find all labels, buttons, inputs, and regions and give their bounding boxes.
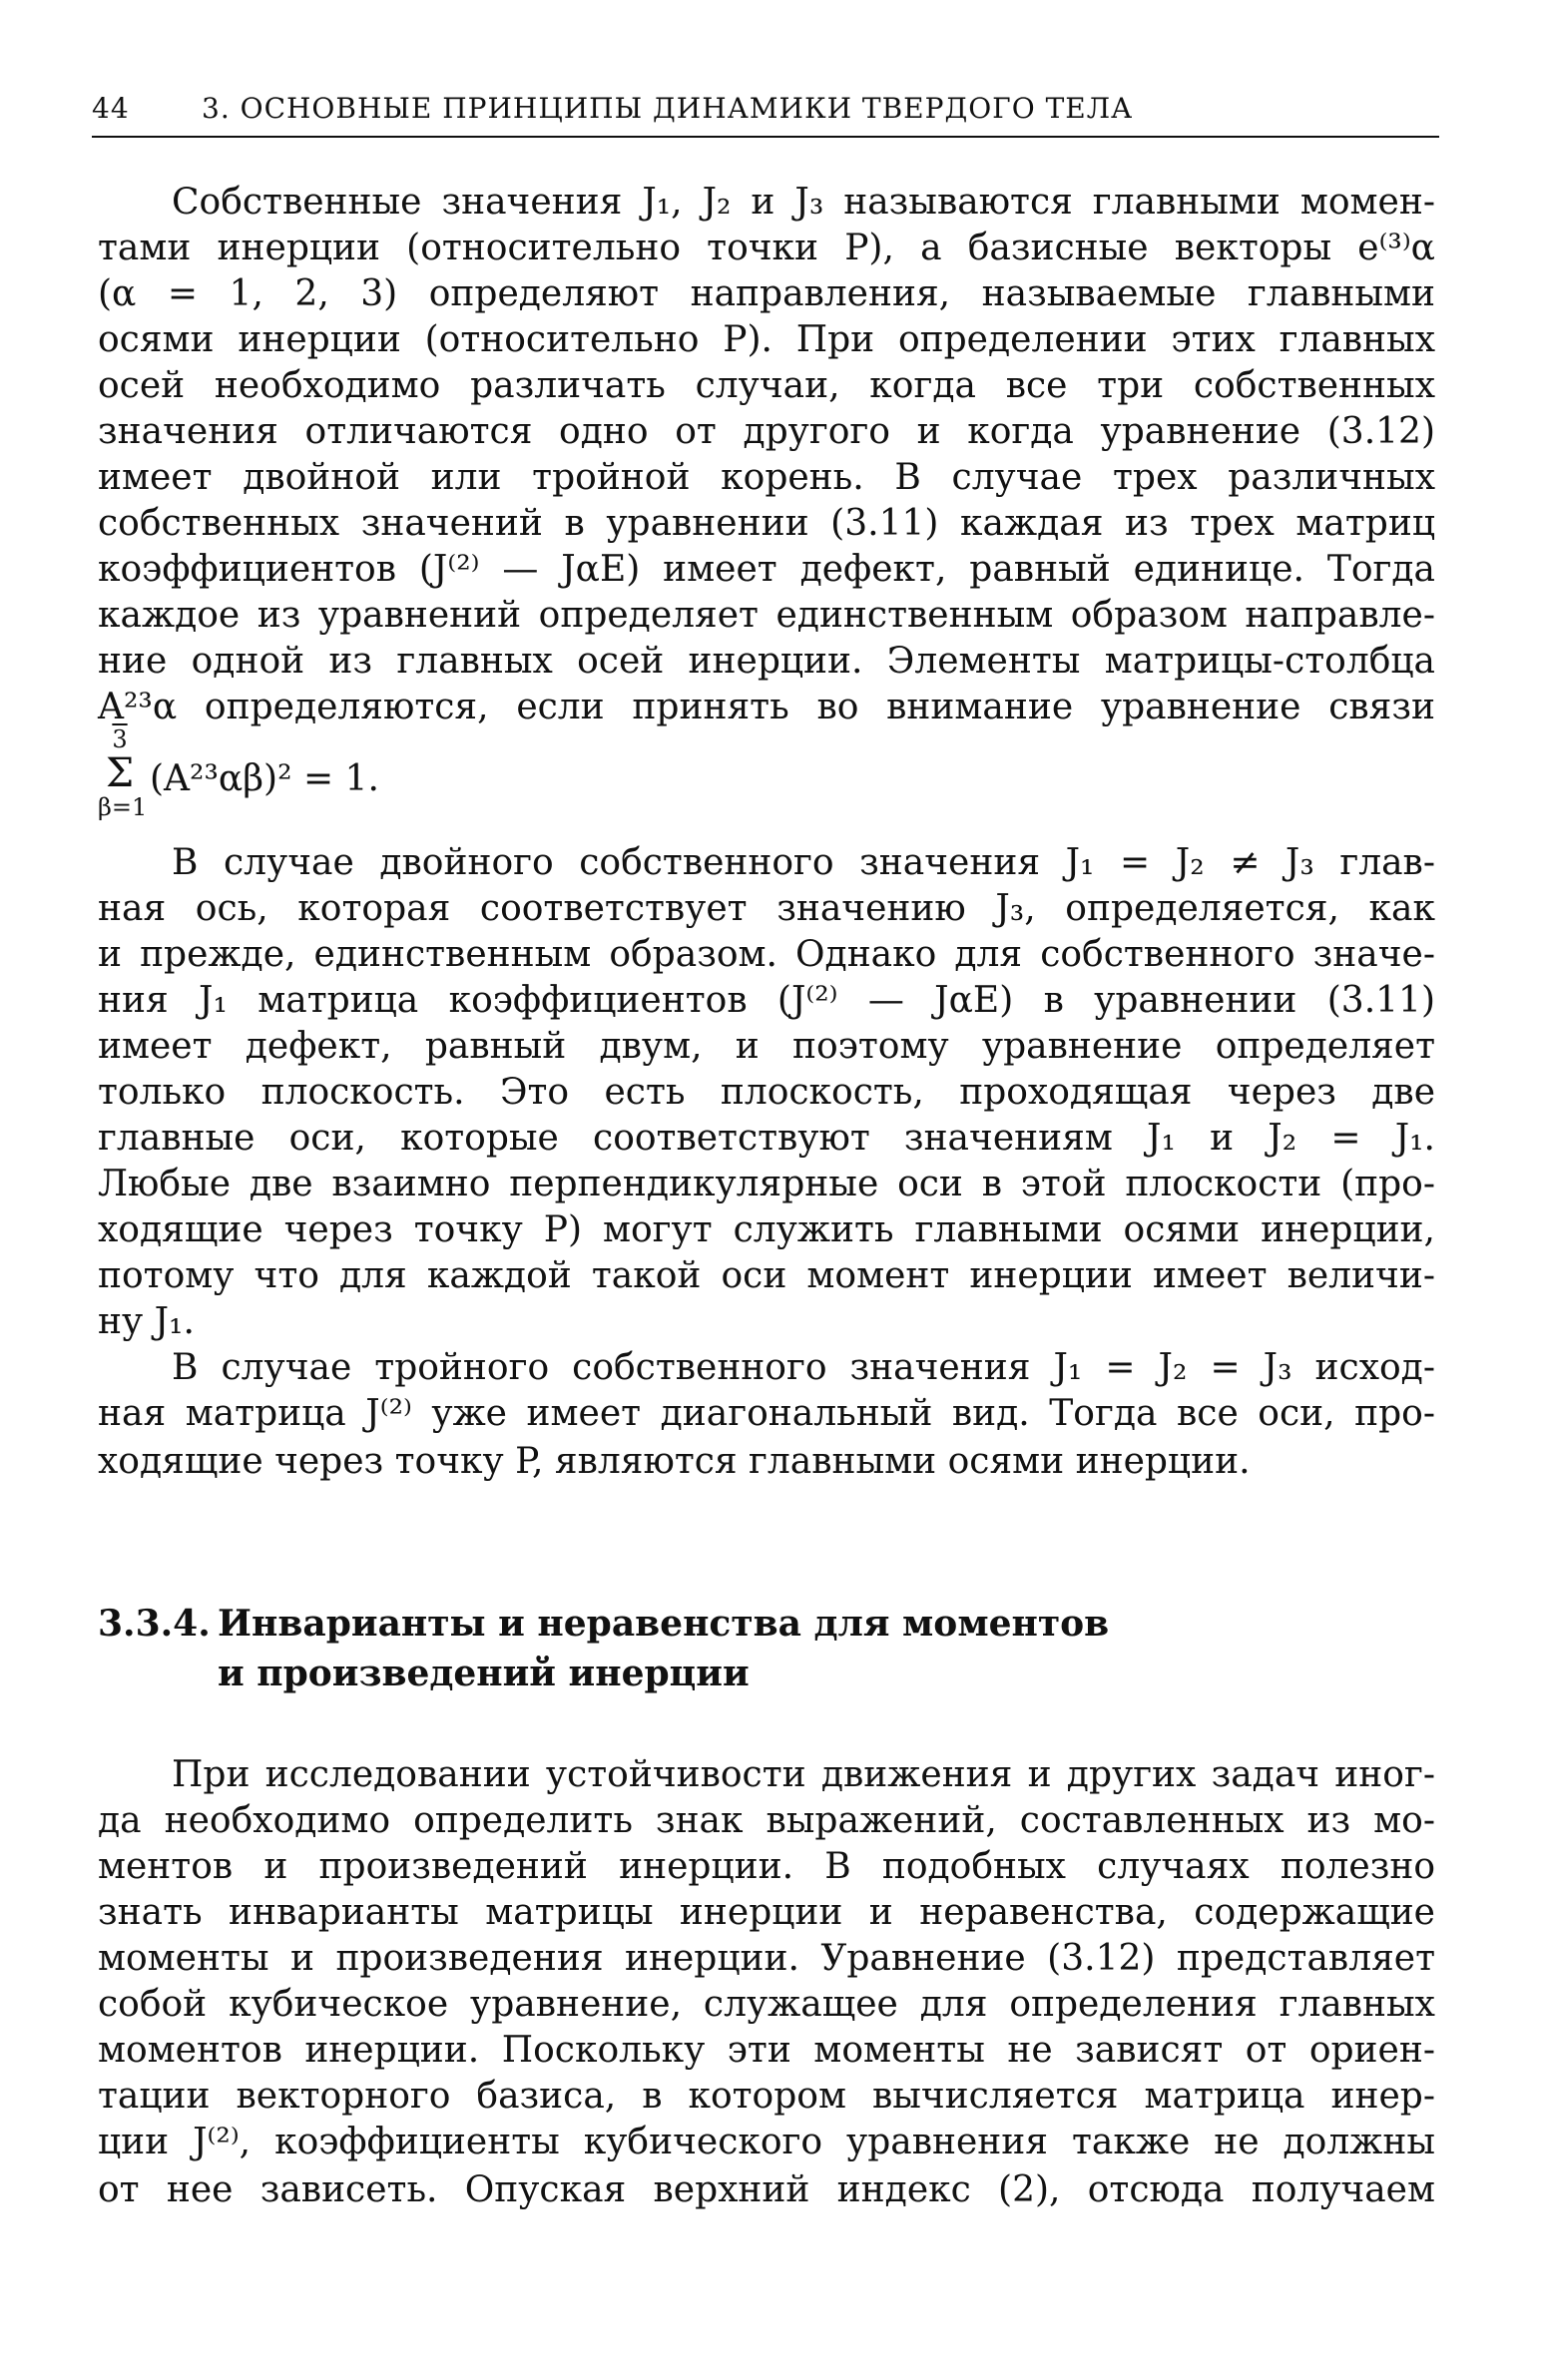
text-line: тации векторного базиса, в котором вычисляется матрица инер- [98, 2076, 1435, 2117]
text-line: от нее зависеть. Опуская верхний индекс (2), отсюда получаем [98, 2169, 1435, 2210]
text-line: ние одной из главных осей инерции. Элементы матрицы-столбца [98, 641, 1435, 682]
text-line: имеет двойной или тройной корень. В случае трех различных [98, 457, 1435, 498]
text-line: моменты и произведения инерции. Уравнение (3.12) представляет [98, 1938, 1435, 1979]
text-line: Собственные значения J₁, J₂ и J₃ называются главными момен- [172, 182, 1435, 223]
page-number: 44 [92, 92, 130, 125]
text-line: коэффициентов (J⁽²⁾ — JαE) имеет дефект, равный единице. Тогда [98, 549, 1435, 590]
text-line: каждое из уравнений определяет единственным образом направле- [98, 595, 1435, 636]
text-line: A²³α определяются, если принять во внимание уравнение связи [98, 687, 1435, 727]
text-line: потому что для каждой такой оси момент инерции имеет величи- [98, 1255, 1435, 1296]
summation-upper-limit: 3 [112, 725, 128, 753]
chapter-title: 3. ОСНОВНЫЕ ПРИНЦИПЫ ДИНАМИКИ ТВЕРДОГО ТЕЛА [202, 92, 1134, 125]
section-heading [98, 1599, 1295, 1698]
text-line: значения отличаются одно от другого и когда уравнение (3.12) [98, 411, 1435, 452]
sigma-symbol: Σ [105, 750, 135, 796]
summation-sign [98, 725, 148, 821]
text-line: только плоскость. Это есть плоскость, проходящая через две [98, 1072, 1435, 1113]
text-line: (α = 1, 2, 3) определяют направления, называемые главными [98, 273, 1435, 314]
text-line: ции J⁽²⁾, коэффициенты кубического уравнения также не должны [98, 2122, 1435, 2162]
text-line: Любые две взаимно перпендикулярные оси в этой плоскости (про- [98, 1164, 1435, 1204]
text-line: тами инерции (относительно точки P), а базисные векторы e⁽³⁾α [98, 228, 1435, 268]
text-line: и прежде, единственным образом. Однако для собственного значе- [98, 934, 1435, 975]
text-line: В случае тройного собственного значения J₁ = J₂ = J₃ исход- [172, 1347, 1435, 1388]
constraint-equation [98, 727, 517, 837]
text-line: В случае двойного собственного значения J₁ = J₂ ≠ J₃ глав- [172, 842, 1435, 883]
text-line: ходящие через точку P) могут служить главными осями инерции, [98, 1209, 1435, 1250]
text-line: главные оси, которые соответствуют значениям J₁ и J₂ = J₁. [98, 1118, 1435, 1159]
text-line: собой кубическое уравнение, служащее для определения главных [98, 1984, 1435, 2025]
text-line: знать инварианты матрицы инерции и неравенства, содержащие [98, 1892, 1435, 1933]
text-line: ная матрица J⁽²⁾ уже имеет диагональный вид. Тогда все оси, про- [98, 1393, 1435, 1434]
text-line: При исследовании устойчивости движения и других задач иног- [172, 1754, 1435, 1795]
text-line: ния J₁ матрица коэффициентов (J⁽²⁾ — JαE) в уравнении (3.11) [98, 980, 1435, 1021]
summation-lower-limit: β=1 [98, 793, 148, 821]
text-line: да необходимо определить знак выражений, составленных из мо- [98, 1800, 1435, 1841]
text-line: осями инерции (относительно P). При определении этих главных [98, 319, 1435, 360]
section-number: 3.3.4. [98, 1603, 211, 1645]
text-line: ная ось, которая соответствует значению J₃, определяется, как [98, 888, 1435, 929]
header-rule [92, 136, 1439, 138]
text-line: моментов инерции. Поскольку эти моменты не зависят от ориен- [98, 2030, 1435, 2071]
running-head [92, 92, 1439, 125]
section-title-line-1: Инварианты и неравенства для моментов [218, 1603, 1110, 1645]
section-title-line-2: и произведений инерции [218, 1653, 750, 1694]
equation-expression: (A²³αβ)² = 1. [150, 758, 379, 799]
text-line: собственных значений в уравнении (3.11) каждая из трех матриц [98, 503, 1435, 544]
text-line: ходящие через точку P, являются главными осями инерции. [98, 1441, 1251, 1482]
text-line: ну J₁. [98, 1301, 195, 1342]
text-line: осей необходимо различать случаи, когда все три собственных [98, 365, 1435, 406]
text-line: ментов и произведений инерции. В подобных случаях полезно [98, 1846, 1435, 1887]
text-line: имеет дефект, равный двум, и поэтому уравнение определяет [98, 1026, 1435, 1067]
